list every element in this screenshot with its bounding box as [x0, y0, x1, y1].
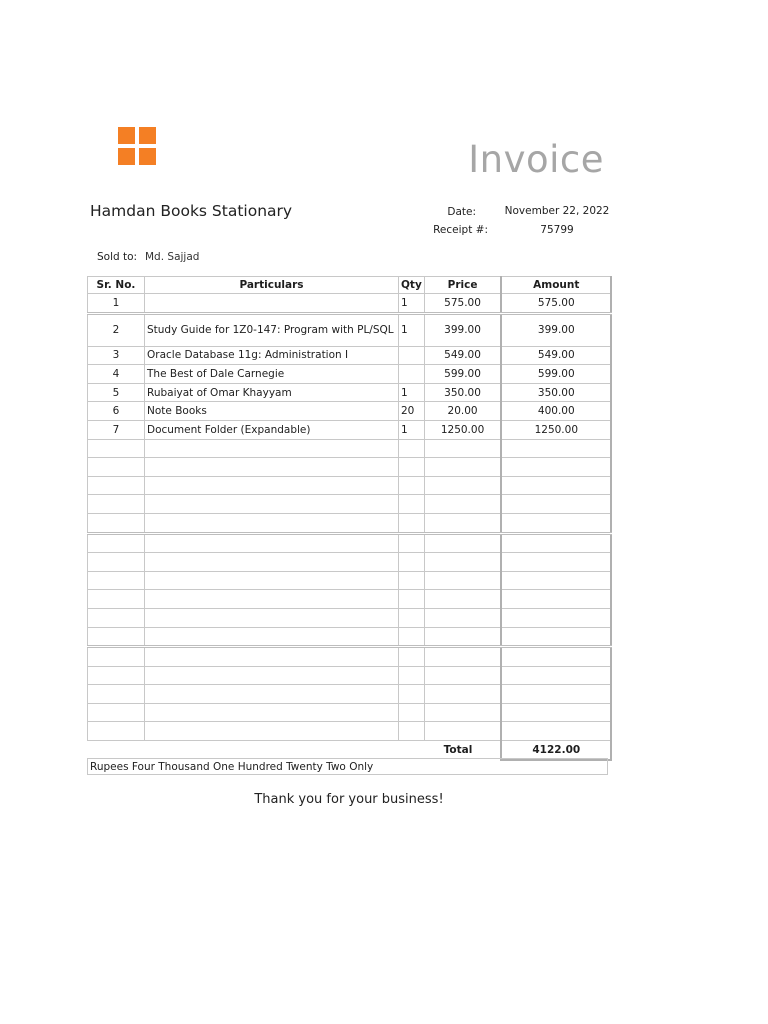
- table-row: [88, 533, 612, 553]
- sold-to-label: Sold to:: [97, 251, 138, 263]
- cell-price: 20.00: [424, 402, 501, 421]
- table-row: [88, 703, 612, 722]
- cell-sr: [88, 590, 145, 609]
- header-sr-no: Sr. No.: [88, 277, 145, 294]
- cell-particulars: [145, 513, 399, 533]
- cell-amount: [501, 439, 611, 458]
- table-row: [88, 590, 612, 609]
- cell-qty: [399, 608, 425, 627]
- cell-price: [424, 513, 501, 533]
- cell-sr: 3: [88, 346, 145, 365]
- cell-sr: 2: [88, 313, 145, 346]
- logo-square: [139, 148, 156, 165]
- cell-price: 350.00: [424, 383, 501, 402]
- table-row: [88, 553, 612, 572]
- cell-price: 399.00: [424, 313, 501, 346]
- cell-qty: [399, 458, 425, 477]
- table-row: [88, 685, 612, 704]
- cell-particulars: [145, 703, 399, 722]
- total-spacer: [88, 741, 145, 760]
- cell-amount: [501, 513, 611, 533]
- cell-qty: [399, 495, 425, 514]
- cell-particulars: Note Books: [145, 402, 399, 421]
- cell-amount: 399.00: [501, 313, 611, 346]
- cell-qty: 1: [399, 420, 425, 439]
- cell-particulars: [145, 608, 399, 627]
- cell-qty: [399, 685, 425, 704]
- document-title: Invoice: [468, 138, 604, 181]
- cell-sr: [88, 533, 145, 553]
- logo-square: [139, 127, 156, 144]
- line-items-table: [87, 276, 612, 761]
- cell-amount: [501, 608, 611, 627]
- total-value: 4122.00: [501, 741, 611, 760]
- cell-amount: [501, 571, 611, 590]
- logo-square: [118, 148, 135, 165]
- cell-price: [424, 571, 501, 590]
- cell-particulars: [145, 685, 399, 704]
- cell-particulars: Document Folder (Expandable): [145, 420, 399, 439]
- cell-sr: 7: [88, 420, 145, 439]
- cell-sr: [88, 647, 145, 667]
- cell-sr: [88, 608, 145, 627]
- table-row: [88, 647, 612, 667]
- cell-price: [424, 590, 501, 609]
- cell-amount: 599.00: [501, 365, 611, 384]
- cell-sr: 6: [88, 402, 145, 421]
- cell-amount: 549.00: [501, 346, 611, 365]
- cell-sr: [88, 553, 145, 572]
- cell-amount: 1250.00: [501, 420, 611, 439]
- cell-amount: [501, 722, 611, 741]
- table-row: [88, 346, 612, 365]
- receipt-label: Receipt #:: [433, 224, 488, 236]
- cell-sr: 4: [88, 365, 145, 384]
- cell-price: [424, 722, 501, 741]
- total-label: Total: [443, 744, 473, 757]
- table-row: [88, 294, 612, 314]
- cell-amount: [501, 458, 611, 477]
- cell-amount: [501, 627, 611, 647]
- cell-amount: [501, 553, 611, 572]
- cell-qty: [399, 590, 425, 609]
- cell-price: [424, 647, 501, 667]
- cell-price: [424, 703, 501, 722]
- cell-price: [424, 495, 501, 514]
- cell-amount: [501, 703, 611, 722]
- table-row: [88, 513, 612, 533]
- table-row: [88, 439, 612, 458]
- cell-sr: [88, 513, 145, 533]
- cell-sr: [88, 571, 145, 590]
- cell-particulars: [145, 553, 399, 572]
- cell-sr: [88, 666, 145, 685]
- total-spacer: [399, 741, 425, 760]
- cell-price: [424, 627, 501, 647]
- table-row: [88, 571, 612, 590]
- cell-qty: [399, 627, 425, 647]
- cell-sr: [88, 703, 145, 722]
- thank-you-note: Thank you for your business!: [254, 792, 444, 807]
- cell-particulars: [145, 571, 399, 590]
- cell-sr: [88, 495, 145, 514]
- cell-qty: 1: [399, 383, 425, 402]
- date-label: Date:: [447, 206, 476, 218]
- receipt-number: 75799: [540, 224, 574, 236]
- sold-to-name: Md. Sajjad: [145, 251, 200, 263]
- cell-particulars: [145, 476, 399, 495]
- header-particulars: Particulars: [145, 277, 399, 294]
- cell-price: [424, 608, 501, 627]
- cell-amount: [501, 685, 611, 704]
- amount-in-words: Rupees Four Thousand One Hundred Twenty Two Only: [87, 758, 608, 775]
- total-row: [88, 741, 612, 760]
- cell-qty: [399, 666, 425, 685]
- table-header-row: [88, 277, 612, 294]
- cell-qty: [399, 722, 425, 741]
- cell-price: [424, 666, 501, 685]
- cell-price: [424, 476, 501, 495]
- cell-particulars: Study Guide for 1Z0-147: Program with PL/SQL: [145, 313, 399, 346]
- cell-qty: 20: [399, 402, 425, 421]
- cell-particulars: [145, 722, 399, 741]
- cell-sr: 1: [88, 294, 145, 314]
- cell-price: [424, 458, 501, 477]
- cell-amount: [501, 647, 611, 667]
- table-row: [88, 402, 612, 421]
- logo-square: [118, 127, 135, 144]
- seller-name: Hamdan Books Stationary: [90, 202, 293, 220]
- cell-amount: [501, 476, 611, 495]
- table-row: [88, 627, 612, 647]
- table-row: [88, 420, 612, 439]
- cell-qty: [399, 703, 425, 722]
- cell-sr: 5: [88, 383, 145, 402]
- cell-amount: 575.00: [501, 294, 611, 314]
- cell-sr: [88, 476, 145, 495]
- cell-qty: [399, 346, 425, 365]
- company-logo-icon: [118, 127, 156, 165]
- cell-particulars: [145, 590, 399, 609]
- cell-price: [424, 553, 501, 572]
- header-amount: Amount: [501, 277, 611, 294]
- cell-particulars: [145, 647, 399, 667]
- table-row: [88, 495, 612, 514]
- cell-price: 575.00: [424, 294, 501, 314]
- cell-qty: [399, 365, 425, 384]
- cell-amount: [501, 533, 611, 553]
- table-row: [88, 722, 612, 741]
- cell-amount: 350.00: [501, 383, 611, 402]
- cell-price: 549.00: [424, 346, 501, 365]
- cell-particulars: [145, 294, 399, 314]
- cell-particulars: Oracle Database 11g: Administration I: [145, 346, 399, 365]
- cell-amount: [501, 666, 611, 685]
- table-row: [88, 666, 612, 685]
- date-value: November 22, 2022: [504, 205, 610, 217]
- cell-qty: [399, 476, 425, 495]
- cell-particulars: [145, 458, 399, 477]
- cell-sr: [88, 685, 145, 704]
- cell-qty: [399, 553, 425, 572]
- cell-sr: [88, 627, 145, 647]
- header-qty: Qty: [399, 277, 425, 294]
- cell-price: 599.00: [424, 365, 501, 384]
- cell-sr: [88, 458, 145, 477]
- table-row: [88, 313, 612, 346]
- cell-sr: [88, 722, 145, 741]
- cell-amount: [501, 495, 611, 514]
- table-row: [88, 458, 612, 477]
- cell-qty: [399, 439, 425, 458]
- header-price: Price: [424, 277, 501, 294]
- cell-particulars: [145, 627, 399, 647]
- cell-qty: [399, 533, 425, 553]
- total-spacer: [145, 741, 399, 760]
- cell-qty: [399, 513, 425, 533]
- cell-price: 1250.00: [424, 420, 501, 439]
- cell-qty: [399, 647, 425, 667]
- cell-qty: 1: [399, 313, 425, 346]
- table-row: [88, 365, 612, 384]
- cell-particulars: [145, 495, 399, 514]
- cell-sr: [88, 439, 145, 458]
- cell-price: [424, 685, 501, 704]
- cell-price: [424, 533, 501, 553]
- cell-particulars: [145, 439, 399, 458]
- cell-amount: [501, 590, 611, 609]
- cell-amount: 400.00: [501, 402, 611, 421]
- cell-particulars: Rubaiyat of Omar Khayyam: [145, 383, 399, 402]
- cell-qty: [399, 571, 425, 590]
- table-row: [88, 608, 612, 627]
- cell-particulars: The Best of Dale Carnegie: [145, 365, 399, 384]
- table-row: [88, 476, 612, 495]
- cell-qty: 1: [399, 294, 425, 314]
- cell-particulars: [145, 533, 399, 553]
- cell-particulars: [145, 666, 399, 685]
- table-row: [88, 383, 612, 402]
- cell-price: [424, 439, 501, 458]
